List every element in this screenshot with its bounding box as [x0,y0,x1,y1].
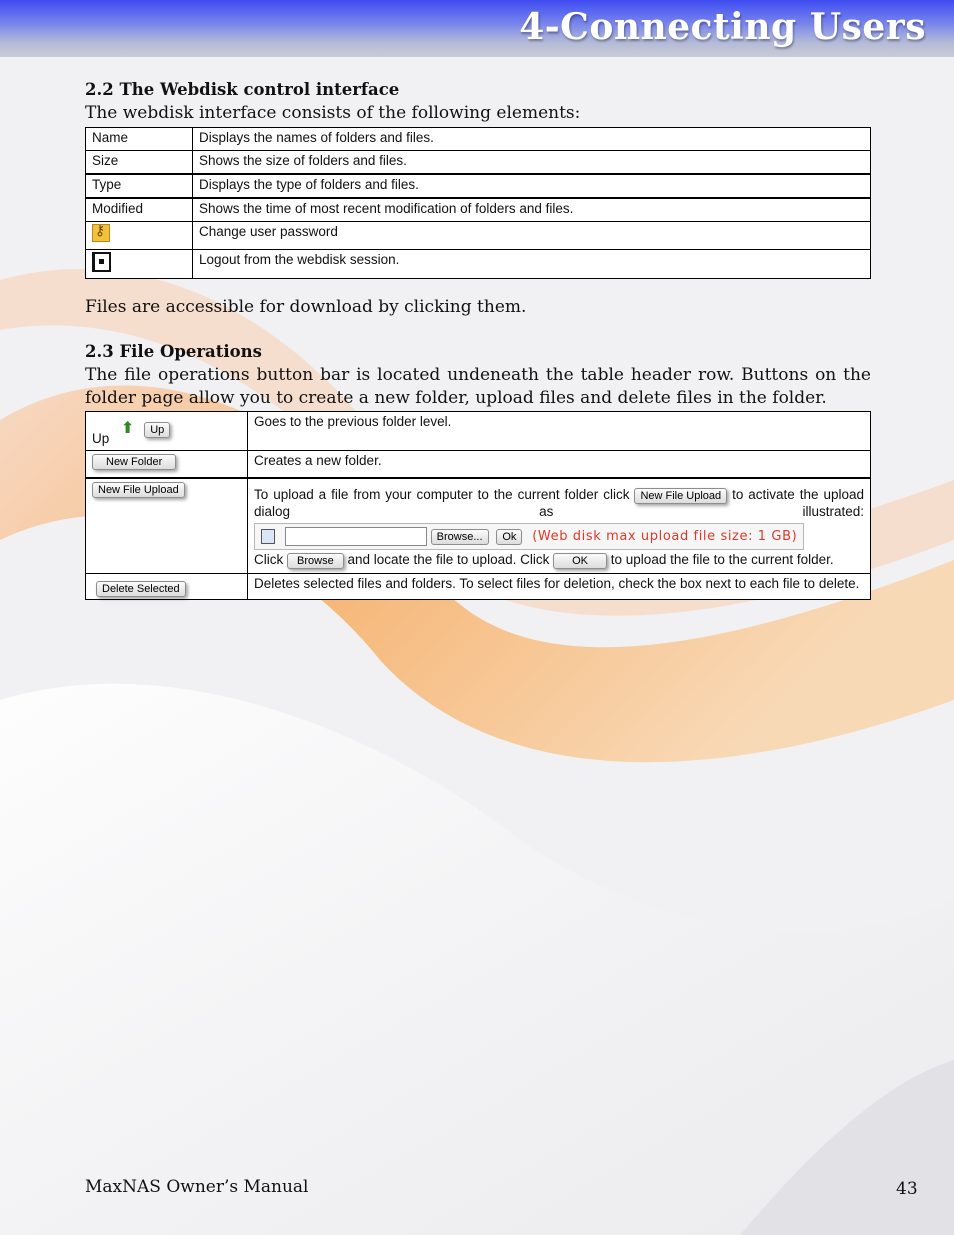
new-folder-button[interactable]: New Folder [92,454,176,470]
dialog-browse-button[interactable]: Browse... [431,529,489,545]
upload-desc-prefix: To upload a file from your computer to the current folder click [254,487,630,502]
element-desc: Displays the names of folders and files. [193,128,871,151]
upload-cell [86,478,248,574]
up-button[interactable]: Up [144,422,170,438]
upload-file-field[interactable] [285,527,427,546]
folder-up-icon: ⬆ [121,418,135,437]
download-note: Files are accessible for download by clicking them. [85,297,527,317]
click-middle: and locate the file to upload. Click [347,552,550,567]
page-number: 43 [896,1179,918,1199]
upload-dialog-illustration [254,523,804,550]
element-desc: Shows the time of most recent modification of folders and files. [193,198,871,222]
section-heading-webdisk: 2.2 The Webdisk control interface [85,80,400,99]
header-bar [0,0,954,57]
element-desc: Shows the size of folders and files. [193,151,871,175]
element-term: Type [86,174,193,198]
key-icon [92,224,110,242]
table-row [86,222,871,250]
table-row [86,128,871,151]
file-operations-table [85,411,871,600]
up-label: Up [92,431,110,446]
upload-desc [248,478,871,574]
delete-selected-button[interactable]: Delete Selected [96,581,186,597]
table-row [86,478,871,574]
table-row [86,451,871,479]
upload-size-note: (Web disk max upload file size: 1 GB) [532,529,798,544]
logout-icon [92,252,111,272]
up-cell [86,412,248,451]
dialog-ok-button[interactable]: Ok [496,529,522,545]
element-term: Name [86,128,193,151]
table-row [86,250,871,279]
table-row [86,198,871,222]
section-intro-webdisk: The webdisk interface consists of the following elements: [85,103,581,123]
click-suffix: to upload the file to the current folder. [610,552,834,567]
chapter-title: 4-Connecting Users [519,6,926,48]
table-row [86,574,871,600]
upload-instructions [254,552,864,571]
upload-desc-suffix: to activate the upload dialog as illustrated: [254,487,864,519]
delete-cell [86,574,248,600]
element-term: Modified [86,198,193,222]
browse-button-inline[interactable]: Browse [287,553,344,569]
up-desc: Goes to the previous folder level. [248,412,871,451]
new-folder-desc: Creates a new folder. [248,451,871,479]
new-folder-cell [86,451,248,479]
table-row [86,412,871,451]
ok-button-inline[interactable]: OK [553,553,607,569]
table-row [86,151,871,175]
footer-manual-title: MaxNAS Owner’s Manual [85,1177,309,1197]
file-icon [261,529,275,544]
new-file-upload-button[interactable]: New File Upload [92,482,185,498]
section-intro-file-ops: The file operations button bar is located undeneath the table header row. Buttons on the folder page allow you to create a new folder, upload files and delete files in the folder. [85,365,871,408]
element-icon-cell [86,222,193,250]
new-file-upload-button-inline[interactable]: New File Upload [634,488,727,504]
element-term: Size [86,151,193,175]
table-row [86,174,871,198]
element-icon-cell [86,250,193,279]
webdisk-elements-table [85,127,871,279]
delete-desc: Deletes selected files and folders. To select files for deletion, check the box next to each file to delete. [248,574,871,600]
section-heading-file-ops: 2.3 File Operations [85,342,262,361]
element-desc: Logout from the webdisk session. [193,250,871,279]
click-prefix: Click [254,552,284,567]
element-desc: Displays the type of folders and files. [193,174,871,198]
element-desc: Change user password [193,222,871,250]
